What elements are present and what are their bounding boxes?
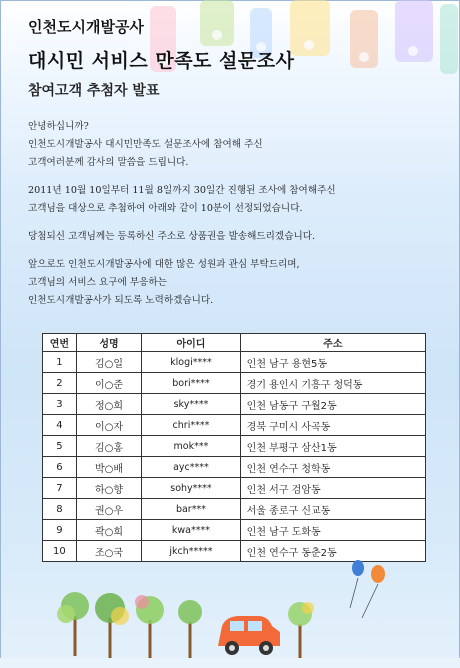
column-header-number: 연번 bbox=[43, 334, 77, 352]
cell-name: 김○일 bbox=[76, 352, 141, 373]
cell-address: 인천 부평구 삼산1동 bbox=[240, 436, 425, 457]
organization-name: 인천도시개발공사 bbox=[28, 18, 144, 36]
cell-name: 정○희 bbox=[76, 394, 141, 415]
cell-name: 김○홍 bbox=[76, 436, 141, 457]
column-header-address: 주소 bbox=[240, 334, 425, 352]
cell-id: bori**** bbox=[142, 373, 240, 394]
table-row bbox=[43, 457, 426, 478]
cell-name: 이○자 bbox=[76, 415, 141, 436]
table-row bbox=[43, 373, 426, 394]
delivery-paragraph bbox=[28, 228, 428, 246]
cell-id: sohy**** bbox=[142, 478, 240, 499]
cell-address: 인천 남구 용현5동 bbox=[240, 352, 425, 373]
cell-address: 경기 용인시 기흥구 청덕동 bbox=[240, 373, 425, 394]
cell-name: 조○국 bbox=[76, 541, 141, 562]
text-line: 앞으로도 인천도시개발공사에 대한 많은 성원과 관심 부탁드리며, bbox=[28, 259, 300, 270]
cell-id: mok*** bbox=[142, 436, 240, 457]
cell-address: 인천 서구 검암동 bbox=[240, 478, 425, 499]
cell-name: 이○준 bbox=[76, 373, 141, 394]
cell-name: 하○향 bbox=[76, 478, 141, 499]
text-line: 고객님의 서비스 요구에 부응하는 bbox=[28, 277, 167, 288]
car-icon bbox=[218, 616, 280, 655]
cell-number: 5 bbox=[43, 436, 77, 457]
cell-id: ayc**** bbox=[142, 457, 240, 478]
cell-address: 인천 남구 도화동 bbox=[240, 520, 425, 541]
cell-id: bar*** bbox=[142, 499, 240, 520]
cell-address: 인천 연수구 동춘2동 bbox=[240, 541, 425, 562]
cell-number: 3 bbox=[43, 394, 77, 415]
winners-table bbox=[42, 333, 426, 562]
text-line: 인천도시개발공사 대시민만족도 설문조사에 참여해 주신 bbox=[28, 139, 263, 150]
column-header-id: 아이디 bbox=[142, 334, 240, 352]
text-line: 고객님을 대상으로 추첨하여 아래와 같이 10분이 선정되었습니다. bbox=[28, 203, 303, 214]
cell-number: 2 bbox=[43, 373, 77, 394]
cell-name: 박○배 bbox=[76, 457, 141, 478]
cell-number: 4 bbox=[43, 415, 77, 436]
table-row bbox=[43, 436, 426, 457]
cell-id: jkch***** bbox=[142, 541, 240, 562]
table-row bbox=[43, 499, 426, 520]
balloons-icon bbox=[350, 560, 385, 618]
text-line: 인천도시개발공사가 되도록 노력하겠습니다. bbox=[28, 295, 214, 306]
closing-paragraph bbox=[28, 256, 428, 310]
cell-number: 10 bbox=[43, 541, 77, 562]
cell-id: sky**** bbox=[142, 394, 240, 415]
cell-number: 1 bbox=[43, 352, 77, 373]
greeting-paragraph bbox=[28, 118, 428, 172]
text-line: 고객여러분께 감사의 말씀을 드립니다. bbox=[28, 157, 189, 168]
survey-paragraph bbox=[28, 182, 428, 218]
cell-name: 권○우 bbox=[76, 499, 141, 520]
cell-name: 곽○희 bbox=[76, 520, 141, 541]
announcement-body bbox=[28, 118, 428, 320]
cell-address: 경북 구미시 사곡동 bbox=[240, 415, 425, 436]
cell-number: 6 bbox=[43, 457, 77, 478]
text-line: 안녕하십니까? bbox=[28, 121, 89, 132]
column-header-name: 성명 bbox=[76, 334, 141, 352]
cell-number: 9 bbox=[43, 520, 77, 541]
table-row bbox=[43, 394, 426, 415]
text-line: 2011년 10월 10일부터 11월 8일까지 30일간 진행된 조사에 참여해주신 bbox=[28, 185, 336, 196]
page-subtitle: 참여고객 추첨자 발표 bbox=[28, 83, 160, 99]
table-header-row bbox=[43, 334, 426, 352]
table-row bbox=[43, 541, 426, 562]
tree-icon bbox=[288, 602, 314, 658]
table-row bbox=[43, 415, 426, 436]
cell-id: klogi**** bbox=[142, 352, 240, 373]
table-row bbox=[43, 520, 426, 541]
cell-id: kwa**** bbox=[142, 520, 240, 541]
bottom-illustration bbox=[0, 560, 460, 668]
cell-address: 서울 종로구 신교동 bbox=[240, 499, 425, 520]
table-row bbox=[43, 352, 426, 373]
cell-address: 인천 남동구 구월2동 bbox=[240, 394, 425, 415]
text-line: 당첨되신 고객님께는 등록하신 주소로 상품권을 발송해드리겠습니다. bbox=[28, 231, 316, 242]
cell-id: chri**** bbox=[142, 415, 240, 436]
cell-address: 인천 연수구 청학동 bbox=[240, 457, 425, 478]
page-title: 대시민 서비스 만족도 설문조사 bbox=[28, 50, 295, 72]
table-row bbox=[43, 478, 426, 499]
cell-number: 8 bbox=[43, 499, 77, 520]
cell-number: 7 bbox=[43, 478, 77, 499]
